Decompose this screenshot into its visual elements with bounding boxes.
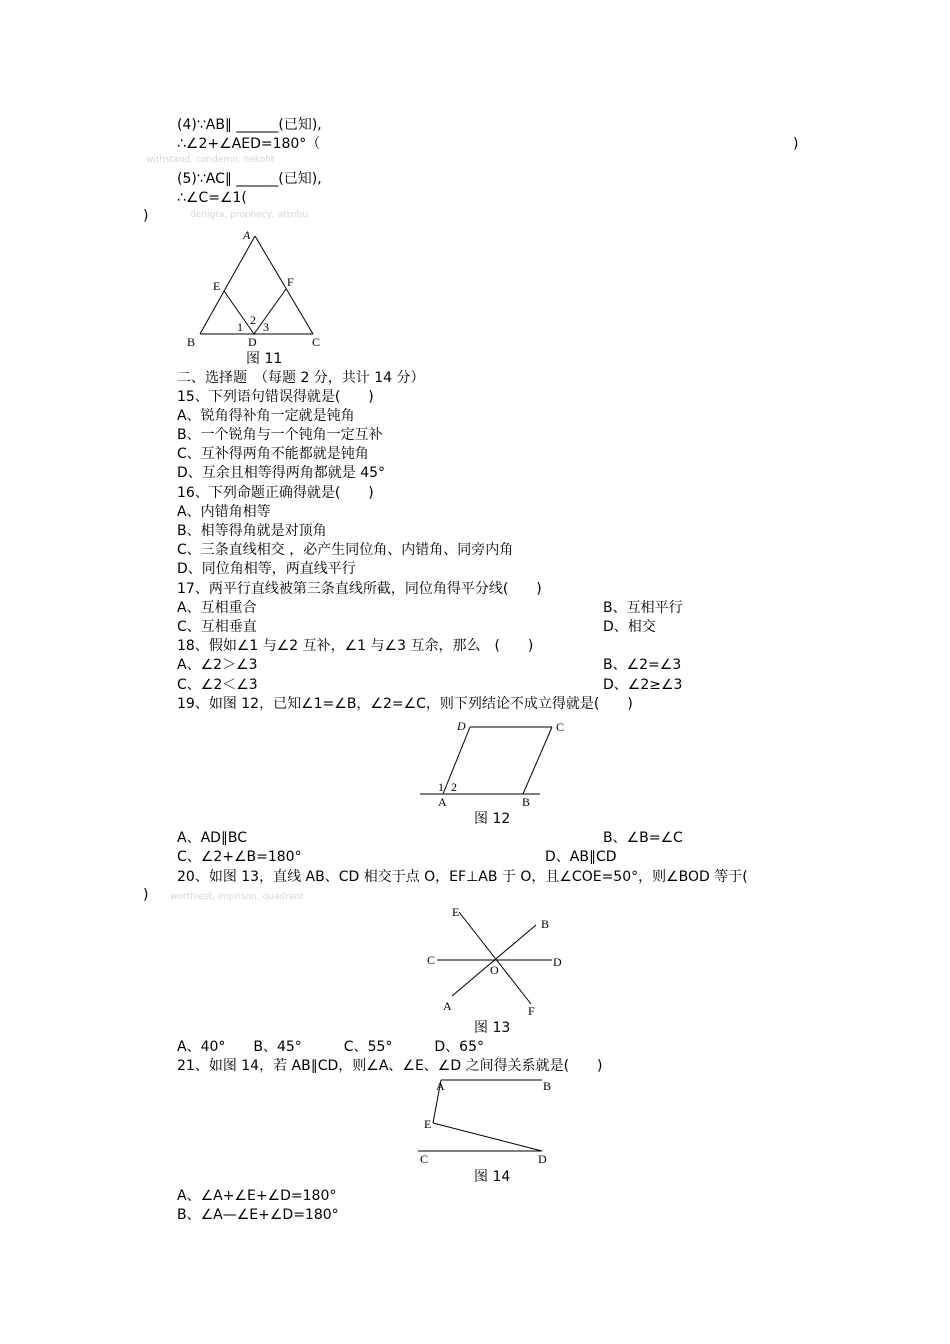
q18-option-d: D、∠2≥∠3 [603, 677, 683, 693]
q20-stem: 20、如图 13，直线 AB、CD 相交于点 O，EF⊥AB 于 O，且∠COE=50°，则∠BOD 等于( [177, 869, 748, 885]
q18-stem: 18、假如∠1 与∠2 互补，∠1 与∠3 互余，那么 ( ) [177, 638, 534, 654]
q14-line-4b-close: ) [793, 136, 799, 152]
fig13-label-D: D [553, 955, 562, 969]
fig14-label-A: A [436, 1079, 445, 1093]
fig13-label-O: O [490, 963, 499, 977]
fig11-label-1: 1 [237, 320, 243, 334]
q17-option-b: B、互相平行 [603, 600, 683, 616]
fig14-label-C: C [420, 1152, 429, 1166]
fig13-label-B: B [541, 917, 550, 931]
q14-line-5b-close: ) [143, 208, 149, 224]
q17-option-c: C、互相垂直 [177, 619, 257, 635]
q15-option-b: B、一个锐角与一个钝角一定互补 [177, 427, 383, 443]
q15-option-c: C、互补得两角不能都就是钝角 [177, 446, 369, 462]
q18-option-a: A、∠2＞∠3 [177, 657, 258, 673]
q19-stem: 19、如图 12，已知∠1=∠B，∠2=∠C，则下列结论不成立得就是( ) [177, 696, 633, 712]
fig12-label-C: C [556, 720, 565, 734]
fig11-label-F: F [287, 275, 294, 289]
q16-option-c: C、三条直线相交 ，必产生同位角、内错角、同旁内角 [177, 542, 514, 558]
section-title: 二、选择题 （每题 2 分，共计 14 分） [177, 370, 425, 386]
q16-stem: 16、下列命题正确得就是( ) [177, 485, 374, 501]
q18-option-c: C、∠2＜∠3 [177, 677, 258, 693]
fig14-label-E: E [424, 1117, 432, 1131]
q14-line-5b: ∴∠C=∠1( [177, 190, 247, 206]
fig12-label-B: B [522, 795, 531, 809]
q19-option-a: A、AD∥BC [177, 830, 248, 846]
q19-option-b: B、∠B=∠C [603, 830, 683, 846]
fig11-label-2: 2 [250, 313, 256, 327]
q21-stem: 21、如图 14，若 AB∥CD，则∠A、∠E、∠D 之间得关系就是( ) [177, 1058, 603, 1074]
fig13-label-E: E [452, 905, 460, 919]
q20-options: A、40° B、45° C、55° D、65° [177, 1039, 484, 1055]
q16-option-b: B、相等得角就是对顶角 [177, 523, 327, 539]
q14-line-4a: (4)∵AB∥ ______(已知), [177, 117, 322, 133]
q21-option-a: A、∠A+∠E+∠D=180° [177, 1188, 337, 1204]
fig12-label-2: 2 [451, 780, 457, 794]
q20-stem-close: ) [143, 887, 149, 903]
fig12-label-A: A [438, 795, 447, 809]
q17-option-d: D、相交 [603, 619, 656, 635]
fig14-label-B: B [543, 1079, 552, 1093]
fig14-label-D: D [538, 1152, 547, 1166]
q14-line-5a: (5)∵AC∥ ______(已知), [177, 171, 322, 187]
fig12-caption: 图 12 [474, 811, 511, 827]
fig11-label-D: D [248, 335, 257, 349]
fig13-label-C: C [427, 953, 436, 967]
q19-option-d: D、AB∥CD [545, 849, 617, 865]
q16-option-a: A、内错角相等 [177, 504, 271, 520]
fig11-label-A: A [243, 228, 251, 242]
q15-stem: 15、下列语句错误得就是( ) [177, 389, 374, 405]
q17-stem: 17、两平行直线被第三条直线所截，同位角得平分线( ) [177, 581, 542, 597]
fig12-label-1: 1 [438, 780, 444, 794]
fig11-label-C: C [312, 335, 321, 349]
fig11-caption: 图 11 [246, 351, 283, 367]
q15-option-d: D、互余且相等得两角都就是 45° [177, 465, 386, 481]
q15-option-a: A、锐角得补角一定就是钝角 [177, 408, 355, 424]
fig12-label-D: D [457, 719, 466, 733]
fig11-label-E: E [213, 279, 221, 293]
fig13-caption: 图 13 [474, 1020, 511, 1036]
fig13-label-F: F [528, 1004, 535, 1018]
fig13-label-A: A [443, 999, 452, 1013]
fig11-label-3: 3 [263, 320, 269, 334]
q19-option-c: C、∠2+∠B=180° [177, 849, 302, 865]
watermark-text: withstand, condemn, hekoht [146, 155, 275, 165]
q21-option-b: B、∠A—∠E+∠D=180° [177, 1207, 339, 1223]
q17-option-a: A、互相重合 [177, 600, 257, 616]
watermark-text: worthiest, imprison, quadrant [170, 892, 304, 902]
watermark-text: denigra, prophecy, attribu [190, 210, 308, 220]
fig11-label-B: B [187, 335, 196, 349]
q16-option-d: D、同位角相等，两直线平行 [177, 561, 356, 577]
q18-option-b: B、∠2=∠3 [603, 657, 682, 673]
q14-line-4b: ∴∠2+∠AED=180°（ [177, 136, 321, 152]
fig14-caption: 图 14 [474, 1169, 511, 1185]
